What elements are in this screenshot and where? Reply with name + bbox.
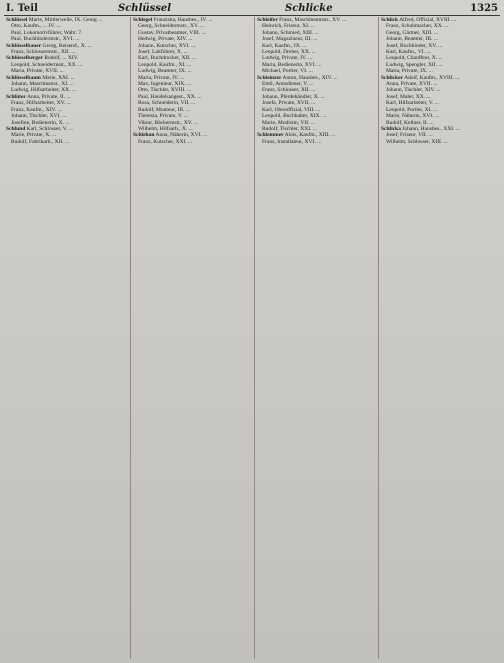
header-rule bbox=[4, 15, 500, 16]
column-4 bbox=[378, 17, 501, 659]
entry-surname: Schlehan bbox=[133, 132, 155, 139]
entry-text: Leopold, Dreher, XX. ... bbox=[262, 49, 316, 56]
entry-text: Maria, Bedienerin, XVI. ... bbox=[262, 61, 322, 68]
entry-text: Josefa, Private, XVII. ... bbox=[262, 100, 316, 107]
entry-text: Rosa, Schneiderin, VII. ... bbox=[138, 100, 196, 107]
entry-text: Leopold, Buchhalter, XIX. ... bbox=[262, 113, 327, 120]
entry-text: Otto, Tischler, XVIII. ... bbox=[138, 87, 192, 94]
part-label: I. Teil bbox=[6, 3, 38, 14]
entry-text: Viktor, Bäckermstr., XV. ... bbox=[138, 119, 198, 126]
running-header bbox=[0, 0, 504, 16]
entry-text: Ludwig, Hilfsarbeiter, XX. ... bbox=[11, 87, 77, 94]
entry-text: Franz, Hilfsarbeiter, XV. ... bbox=[11, 100, 71, 107]
entry-text: Karl, Kaufm., VI. ... bbox=[386, 49, 431, 56]
entry-text: Alfred, Offizial, XVIII. ... bbox=[399, 17, 457, 23]
entry-text: Franz, Installateur, XVI. ... bbox=[262, 138, 322, 145]
entry-text: Alois, Kaufm., XIII. ... bbox=[284, 132, 336, 139]
directory-entry bbox=[131, 139, 253, 145]
entry-text: Marie, Private, X. ... bbox=[11, 132, 57, 139]
entry-text: Franz, Schlosser, XII. ... bbox=[262, 87, 316, 94]
entry-surname: Schlicker bbox=[381, 74, 403, 81]
entry-text: Karl, Oberoffizial, VIII. ... bbox=[262, 106, 321, 113]
entry-text: Maria, Private, IV. ... bbox=[138, 74, 185, 81]
entry-text: Franz, Kutscher, XXI. ... bbox=[138, 138, 193, 145]
entry-text: Rudolf, Tischler, XXI. ... bbox=[262, 125, 317, 132]
right-keyword: Schlicke bbox=[285, 3, 333, 14]
column-3 bbox=[254, 17, 377, 659]
entry-text: Max, Ingenieur, XIX. ... bbox=[138, 81, 192, 88]
entry-text: Otto, Kaufm., ... IV. ... bbox=[11, 23, 61, 30]
entry-text: Ludwig, Private, IV. ... bbox=[262, 55, 313, 62]
entry-text: Franz, Kaufm., XIV. ... bbox=[11, 106, 62, 113]
entry-text: Anna, Private, II. ... bbox=[26, 93, 71, 100]
entry-text: Adolf, Kaufm., XVIII. ... bbox=[404, 74, 460, 81]
directory-entry bbox=[379, 139, 501, 145]
entry-text: Johann, Beamter, III. ... bbox=[386, 36, 438, 43]
entry-text: Georg, Reisend., X. ... bbox=[42, 42, 92, 49]
entry-text: Gustav, Privatbeamter, VIII. ... bbox=[138, 29, 206, 36]
entry-text: Karl, Schlosser, V. ... bbox=[26, 125, 73, 132]
entry-text: Wilhelm, Hilfsarb., X. ... bbox=[138, 125, 193, 132]
entry-text: Leopold, Chauffeur, X. ... bbox=[386, 55, 443, 62]
entry-text: Emil, Amtsdiener, V. ... bbox=[262, 81, 314, 88]
entry-text: Franz, Maschinenmstr., XV. ... bbox=[279, 17, 347, 23]
entry-text: Marie, Näherin, XVI. ... bbox=[386, 113, 439, 120]
directory-entry bbox=[4, 139, 128, 145]
entry-surname: Schlüsselbauer bbox=[6, 42, 42, 49]
entry-surname: Schleinzer bbox=[257, 74, 282, 81]
page-number: 1325 bbox=[470, 3, 498, 14]
entry-text: Marie, Modistin, VII. ... bbox=[262, 119, 315, 126]
entry-surname: Schlüssel bbox=[6, 17, 28, 23]
entry-text: Ludwig, Spengler, XII. ... bbox=[386, 61, 443, 68]
entry-text: Josefine, Bedienerin, X. ... bbox=[11, 119, 70, 126]
entry-text: Theresia, Private, V. ... bbox=[138, 113, 189, 120]
entry-text: Michael, Portier, VI. ... bbox=[262, 68, 313, 75]
entry-surname: Schlüter bbox=[6, 93, 26, 100]
entry-text: Rudolf, Fabrikarb., XII. ... bbox=[11, 138, 70, 145]
entry-text: Rudolf, ... XIV. bbox=[44, 55, 79, 62]
entry-surname: Schlüsselberger bbox=[6, 55, 43, 62]
entry-text: Marie, XXI. ... bbox=[42, 74, 75, 81]
entry-text: Johann, Schmied, XIII. ... bbox=[262, 29, 319, 36]
entry-text: Anna, Näherin, XVI. ... bbox=[155, 132, 208, 139]
entry-surname: Schleifer bbox=[257, 17, 278, 23]
entry-text: Anna, Private, XVII. ... bbox=[386, 81, 438, 88]
entry-surname: Schlicka bbox=[381, 125, 401, 132]
entry-text: Georg, Gärtner, XIII. ... bbox=[386, 29, 439, 36]
entry-text: Rudolf, Kellner, II. ... bbox=[386, 119, 434, 126]
entry-text: Johann, Tischler, XIV. ... bbox=[386, 87, 441, 94]
entry-text: Hedwig, Private, XIV. ... bbox=[138, 36, 193, 43]
entry-text: Leopold, Kaufm., XI. ... bbox=[138, 61, 192, 68]
entry-text: Josef, Buchbinder, XV. ... bbox=[386, 42, 443, 49]
entry-text: Marie, Mittlerweile, IX. Georg ... bbox=[28, 17, 103, 23]
entry-text: Anton, Hausbes., XIV. ... bbox=[282, 74, 338, 81]
entry-surname: Schlüsselbaum bbox=[6, 74, 41, 81]
entry-text: Karl, Hilfsarbeiter, V. ... bbox=[386, 100, 439, 107]
entry-surname: Schlemmer bbox=[257, 132, 284, 139]
entry-text: Franziska, Hausbes., IV. ... bbox=[153, 17, 213, 23]
entry-text: Franz, Schuhmacher, XX. ... bbox=[386, 23, 449, 30]
entry-text: Leopold, Schneidermstr., XX. ... bbox=[11, 61, 83, 68]
entry-text: Karl, Buchdrucker, XII. ... bbox=[138, 55, 196, 62]
entry-text: Josef, Maler, XX. ... bbox=[386, 93, 431, 100]
entry-text: Josef, Magazineur, III. ... bbox=[262, 36, 318, 43]
entry-text: Paul, Buchbindermstr., XVI. ... bbox=[11, 36, 80, 43]
column-2 bbox=[130, 17, 253, 659]
entry-text: Johann, Hausbes., XXI. ... bbox=[402, 125, 460, 132]
entry-text: Johann, Maschinenst., XI. ... bbox=[11, 81, 74, 88]
entry-text: Heinrich, Friseur, XI. ... bbox=[262, 23, 315, 30]
entry-surname: Schlund bbox=[6, 125, 26, 132]
entry-text: Paul, Lokomotivführer, Waltr. 7. bbox=[11, 29, 83, 36]
entry-text: Josef, Friseur, VII. ... bbox=[386, 132, 433, 139]
entry-text: Wilhelm, Schlosser, XIII. ... bbox=[386, 138, 448, 145]
entry-text: Georg, Schneidermstr., XV. ... bbox=[138, 23, 205, 30]
left-keyword: Schlüssel bbox=[118, 3, 172, 14]
entry-text: Josef, Lokführer, X. ... bbox=[138, 49, 188, 56]
entry-surname: Schlick bbox=[381, 17, 399, 23]
directory-entry bbox=[255, 139, 377, 145]
entry-text: Rudolf, Monteur, III. ... bbox=[138, 106, 190, 113]
column-1 bbox=[4, 17, 128, 659]
entry-text: Johann, Pferdehändler, X. ... bbox=[262, 93, 325, 100]
entry-surname: Schlegel bbox=[133, 17, 153, 23]
entry-text: Johann, Tischler, XVI. ... bbox=[11, 113, 67, 120]
entry-text: Leopold, Portier, XI. ... bbox=[386, 106, 438, 113]
entry-text: Paul, Handelsangest., XX. ... bbox=[138, 93, 202, 100]
entry-text: Franz, Schlossermstr., XII. ... bbox=[11, 49, 76, 56]
entry-text: Johann, Kutscher, XVI. ... bbox=[138, 42, 196, 49]
entry-text: Maria, Private, IX. ... bbox=[386, 68, 433, 75]
entry-text: Karl, Kaufm., IX. ... bbox=[262, 42, 307, 49]
entry-text: Ludwig, Beamter, IX. ... bbox=[138, 68, 192, 75]
entry-text: Maria, Private, XVII. ... bbox=[11, 68, 64, 75]
